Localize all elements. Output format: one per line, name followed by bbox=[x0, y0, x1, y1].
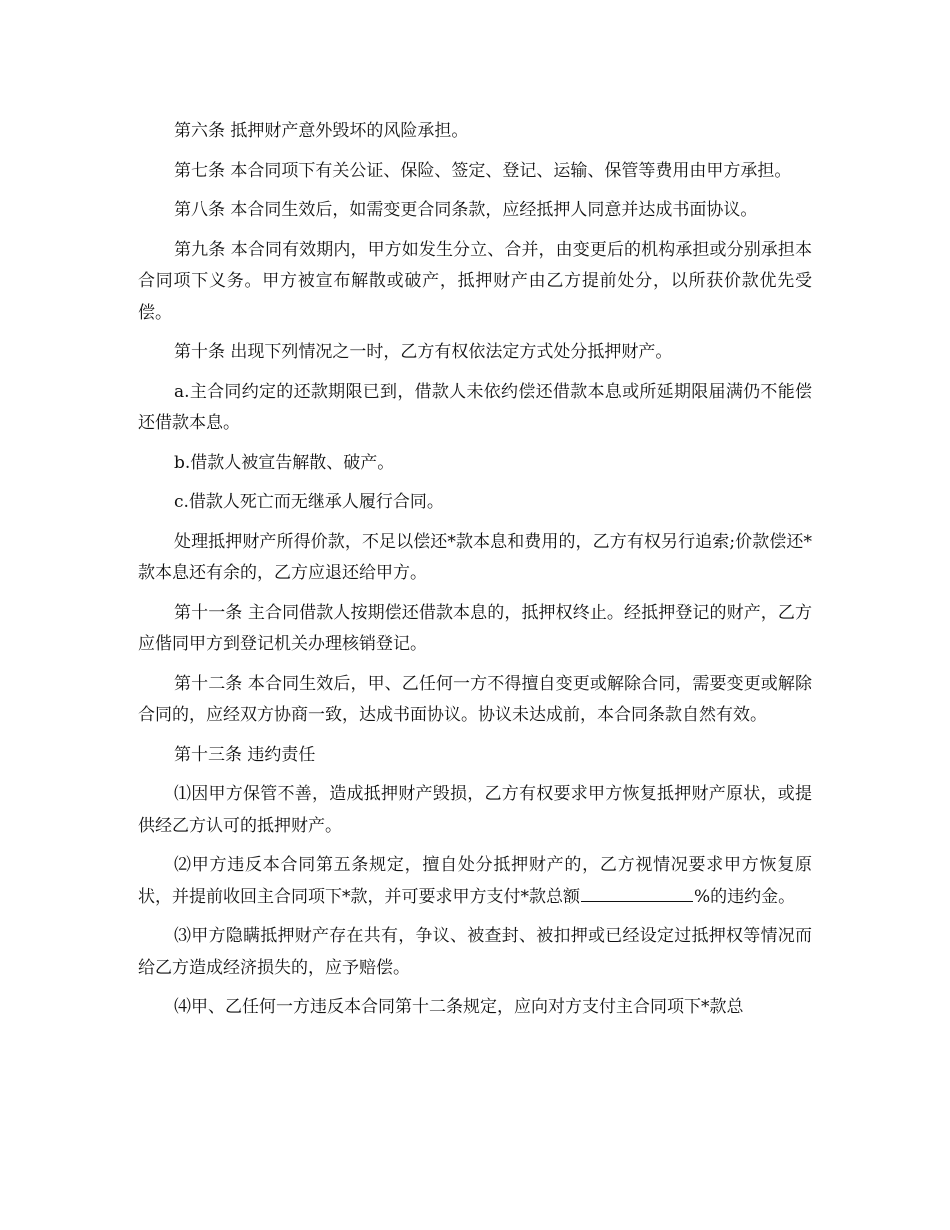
article-10-item-a: a.主合同约定的还款期限已到，借款人未依约偿还借款本息或所延期限届满仍不能偿还借款本息。 bbox=[138, 381, 812, 433]
article-10: 第十条 出现下列情况之一时，乙方有权依法定方式处分抵押财产。 bbox=[174, 342, 673, 362]
article-10-item-b: b.借款人被宣告解散、破产。 bbox=[174, 452, 395, 473]
article-7: 第七条 本合同项下有关公证、保险、签定、登记、运输、保管等费用由甲方承担。 bbox=[174, 160, 792, 181]
article-13-item-2-suffix: %的违约金。 bbox=[694, 886, 796, 907]
article-9: 第九条 本合同有效期内，甲方如发生分立、合并，由变更后的机构承担或分别承担本合同项下义务。甲方被宣布解散或破产，抵押财产由乙方提前处分，以所获价款优先受偿。 bbox=[138, 239, 812, 323]
article-10-item-c: c.借款人死亡而无继承人履行合同。 bbox=[174, 492, 444, 512]
article-6: 第六条 抵押财产意外毁坏的风险承担。 bbox=[174, 121, 469, 141]
article-13-item-1: ⑴因甲方保管不善，造成抵押财产毁损，乙方有权要求甲方恢复抵押财产原状，或提供经乙方认可的抵押财产。 bbox=[138, 784, 812, 836]
article-13-item-4: ⑷甲、乙任何一方违反本合同第十二条规定，应向对方支付主合同项下*款总 bbox=[174, 997, 744, 1017]
article-12: 第十二条 本合同生效后，甲、乙任何一方不得擅自变更或解除合同，需要变更或解除合同的，应经双方协商一致，达成书面协议。协议未达成前，本合同条款自然有效。 bbox=[138, 673, 812, 725]
article-13-heading: 第十三条 违约责任 bbox=[174, 744, 316, 765]
article-13-item-2 bbox=[138, 850, 812, 913]
article-13-item-2-text: ⑵甲方违反本合同第五条规定，擅自处分抵押财产的，乙方视情况要求甲方恢复原状，并提前收回主合同项下*款，并可要求甲方支付*款总额 bbox=[138, 855, 812, 907]
document-body bbox=[138, 116, 812, 1032]
article-11: 第十一条 主合同借款人按期偿还借款本息的，抵押权终止。经抵押登记的财产，乙方应偕同甲方到登记机关办理核销登记。 bbox=[138, 602, 812, 654]
article-13-item-3: ⑶甲方隐瞒抵押财产存在共有，争议、被查封、被扣押或已经设定过抵押权等情况而给乙方造成经济损失的，应予赔偿。 bbox=[138, 926, 812, 978]
article-8: 第八条 本合同生效后，如需变更合同条款，应经抵押人同意并达成书面协议。 bbox=[174, 200, 758, 220]
penalty-percent-blank bbox=[581, 883, 693, 902]
disposal-proceeds-paragraph: 处理抵押财产所得价款，不足以偿还*款本息和费用的，乙方有权另行追索;价款偿还*款本息还有余的，乙方应退还给甲方。 bbox=[138, 531, 812, 583]
